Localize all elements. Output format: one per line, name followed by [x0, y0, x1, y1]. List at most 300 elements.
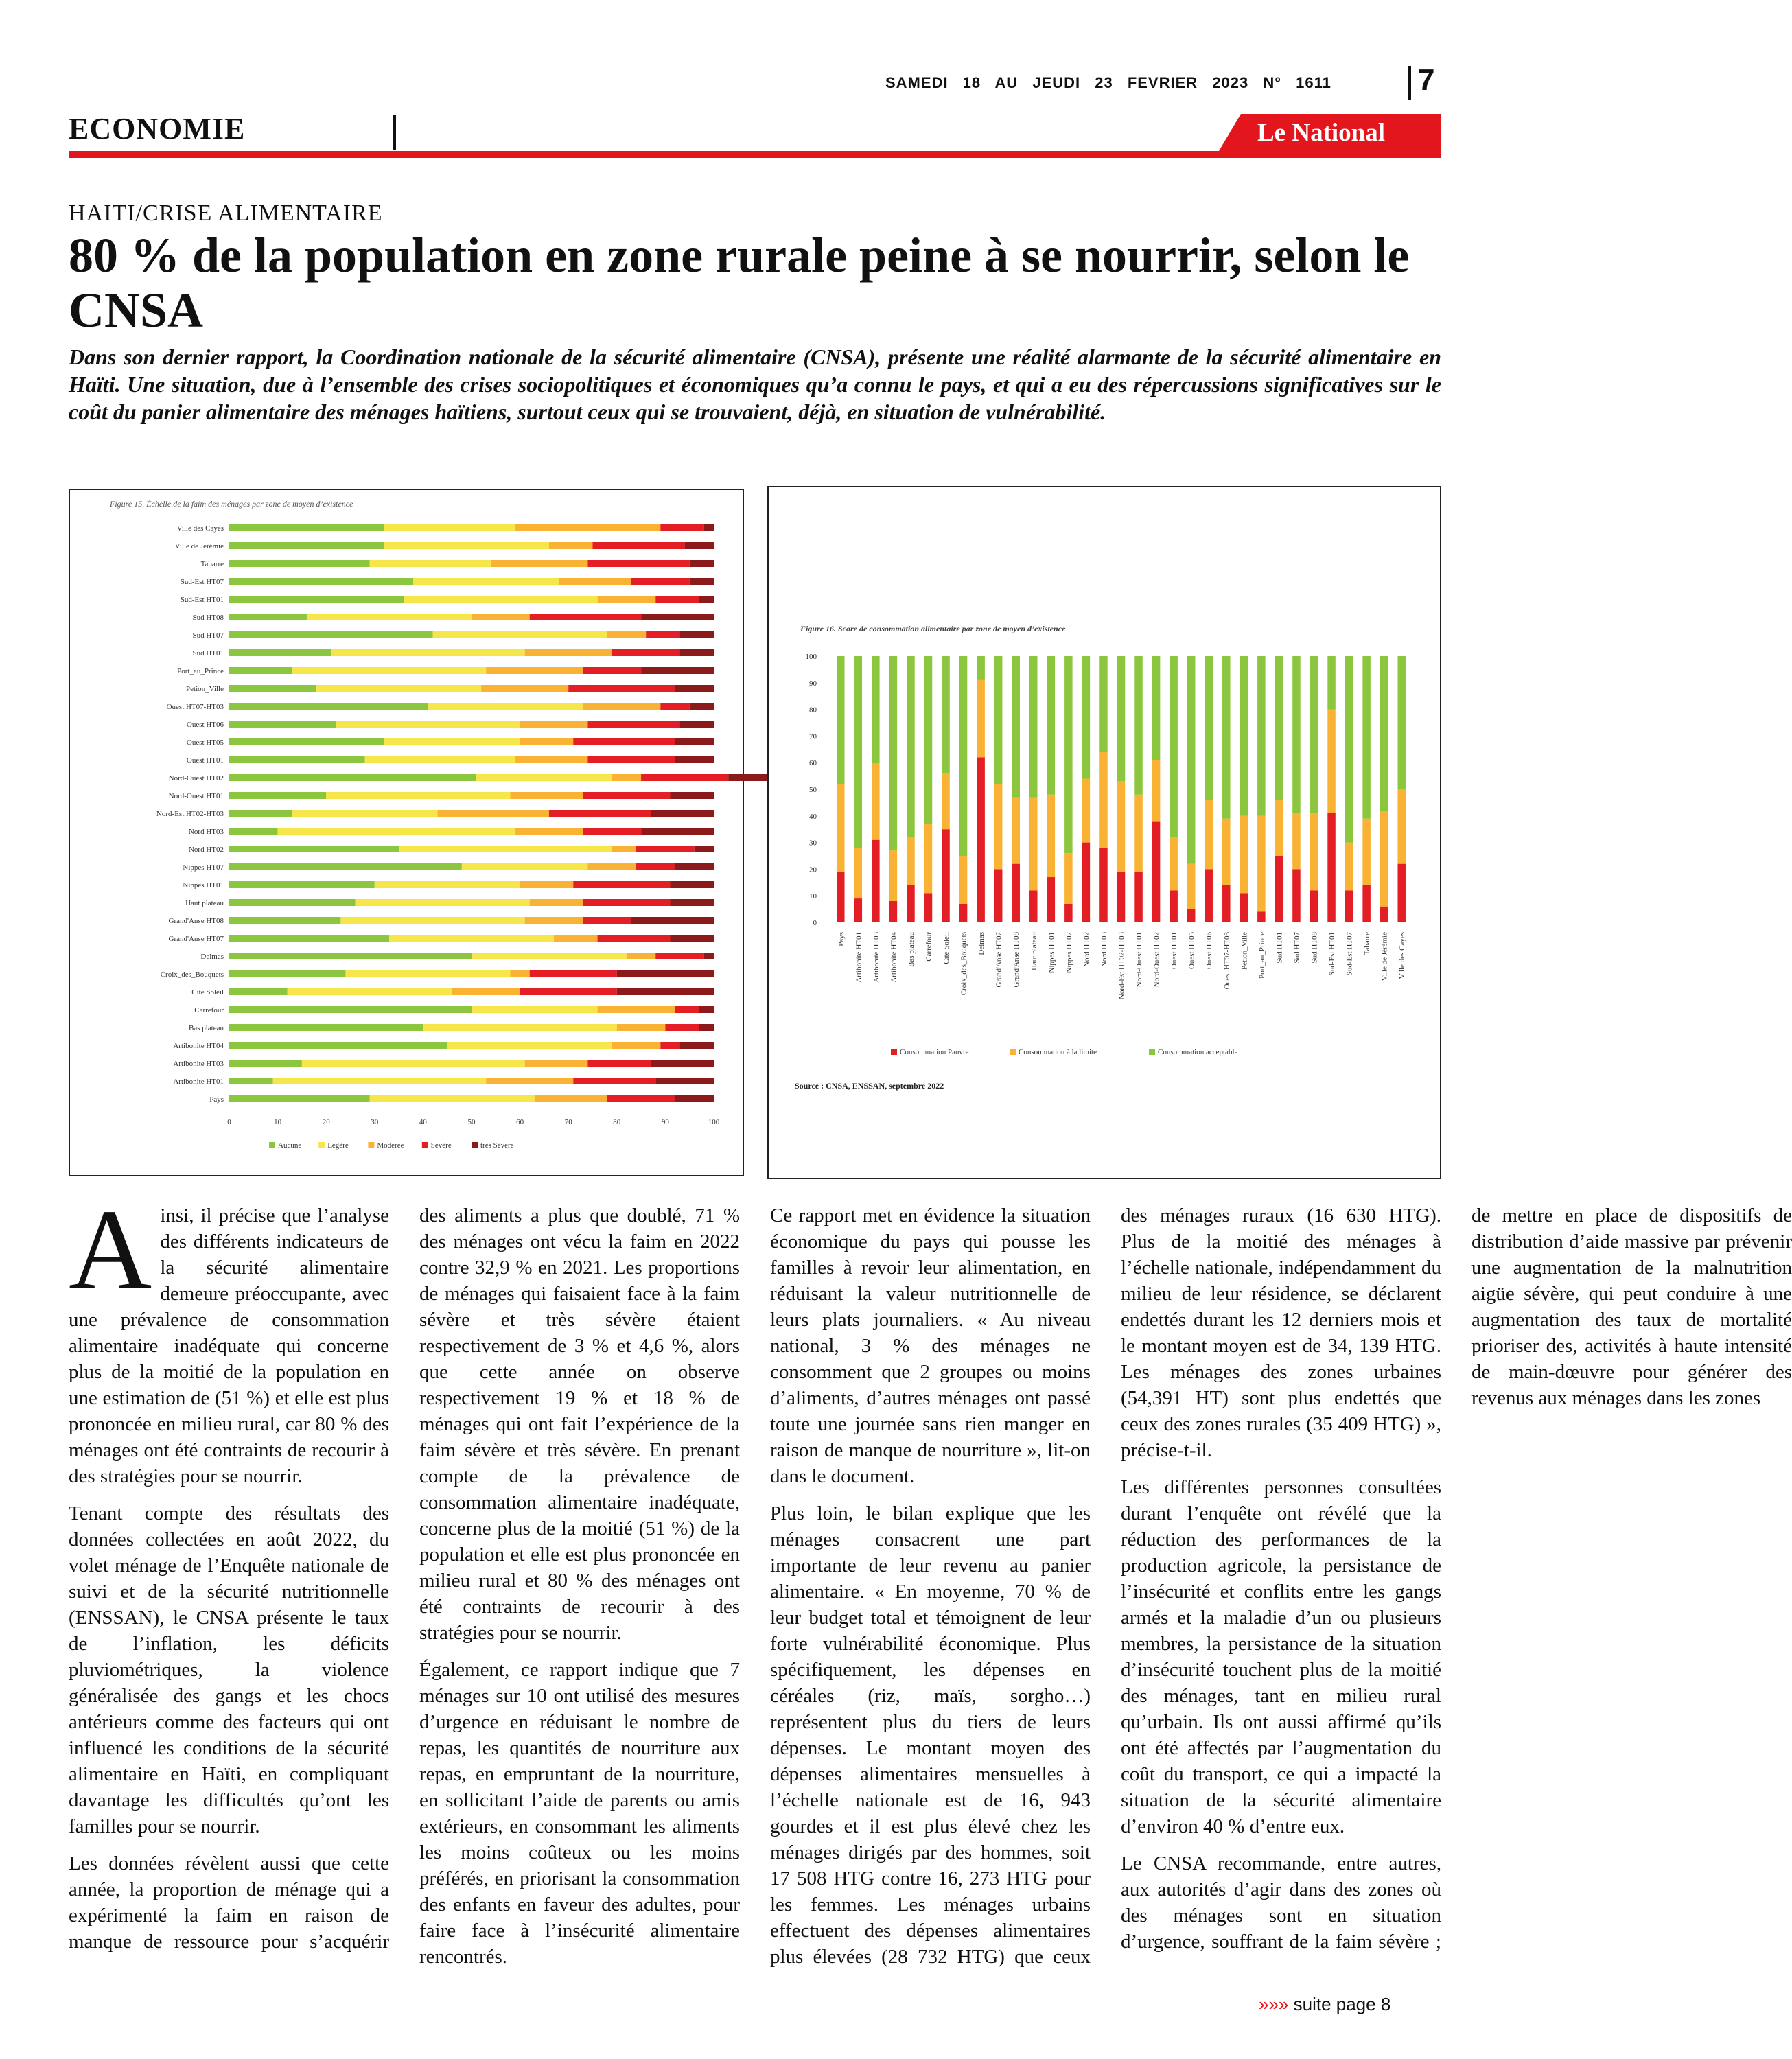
bar-segment [631, 578, 690, 585]
bar-segment [1152, 822, 1160, 922]
category-label: Sud-Est HT01 [180, 596, 224, 604]
bar-segment [1012, 656, 1019, 798]
bar-segment [316, 685, 481, 692]
bar-segment [612, 1042, 661, 1049]
bar-segment [889, 901, 897, 922]
bar-segment [617, 970, 714, 977]
bar-segment [695, 846, 714, 852]
category-label: Ouest HT01 [186, 756, 224, 765]
brand-name: Le National [1257, 119, 1386, 147]
bar-segment [486, 1078, 573, 1084]
y-tick-label: 40 [809, 812, 817, 821]
bar-segment [924, 824, 932, 893]
bar-segment [1275, 656, 1283, 800]
bar-segment [447, 1042, 612, 1049]
bar-segment [837, 784, 844, 872]
paragraph: Plus loin, le bilan explique que les ménages consacrent une part importante de leur revenu au panier alimentaire. « En moyenne, 70 % de leur budget total et témoignent de leur forte vulnérabilité économique. Plus spécifiquement, les dépenses en céréales (riz, maïs, sorgho…) représentent plus du tiers de leurs dépenses. Le montant moyen des dépenses alimentaires mensuelles à l’échelle nationale est de 16, 943 gourdes et il est plus élevé chez les ménages dirigés par des hommes, soit 17 508 HTG contre 16, 273 HTG pour les femmes. Les ménages urbains effectuent des dépenses alimentaires plus élevées (28 732 HTG) que ceux des ménages ruraux (16 630 HTG). Plus de la moitié des ménages à l’échelle nationale, indépendamment du milieu de leur résidence, se déclarent endettés durant les 12 derniers mois et le montant moyen est de 34, 139 HTG. Les ménages des zones urbaines (54,391 HT) sont plus endettés que ceux des zones rurales (35 409 HTG) », précise-t-il. [770, 1205, 1441, 1968]
paragraph: Ce rapport met en évidence la situation économique du pays qui pousse les familles à revoir leur alimentation, en réduisant la valeur nutritionnelle de leurs plats journaliers. « Au niveau national, 3 % des ménages ne consomment que 2 groupes ou moins d’aliments, d’autres ménages ont passé toute une journée sans rien manger en raison de manque de nourriture », lit-on dans le document. [770, 1205, 1091, 1487]
legend-swatch [269, 1142, 275, 1148]
category-label: Ouest HT07-HT03 [1222, 932, 1231, 990]
legend-swatch [368, 1142, 374, 1148]
bar-segment [288, 988, 452, 995]
legend-swatch [1010, 1049, 1016, 1055]
bar-segment [699, 1006, 714, 1013]
bar-segment [525, 917, 583, 924]
category-label: Sud HT07 [192, 631, 224, 640]
bar-segment [1099, 752, 1107, 848]
bar-segment [1362, 885, 1370, 922]
bar-segment [670, 792, 714, 799]
bar-segment [438, 810, 549, 817]
bar-segment [583, 792, 670, 799]
bar-segment [229, 560, 370, 567]
bar-segment [675, 1006, 699, 1013]
bar-segment [515, 524, 661, 531]
y-tick-label: 50 [809, 786, 817, 794]
bar-segment [583, 917, 631, 924]
category-label: Carrefour [924, 932, 933, 962]
article-kicker: HAITI/CRISE ALIMENTAIRE [69, 200, 383, 226]
bar-segment [889, 656, 897, 850]
category-label: Port_au_Prince [1257, 932, 1266, 979]
bar-segment [535, 1095, 607, 1102]
category-label: Artibonite HT01 [173, 1078, 224, 1086]
bar-segment [1397, 789, 1405, 864]
bar-segment [1275, 800, 1283, 856]
bar-segment [612, 649, 680, 656]
category-label: Nippes HT07 [1064, 932, 1073, 973]
bar-segment [229, 970, 345, 977]
legend-label: Aucune [278, 1141, 302, 1150]
paragraph: Les données révèlent aussi que cette année, la proportion de ménage qui a expérimenté la faim en raison de manque de ressource pour s’acquérir des aliments a plus que doublé, 71 % des ménages ont vécu la faim en 2022 contre 32,9 % en 2021. Les proportions de ménages qui faisaient face à la faim sévère et très sévère étaient respectivement de 3 % et 4,6 %, alors que cette année on observe respectivement 19 % et 18 % de ménages qui ont fait l’expérience de la faim sévère et très sévère. En prenant compte de la prévalence de consommation alimentaire inadéquate, concerne plus de la moitié (51 %) de la population et elle est plus prononcée en milieu rural et 80 % des ménages ont été contraints de recourir à des stratégies pour se nourrir. [69, 1205, 740, 1953]
bar-segment [472, 1006, 598, 1013]
category-label: Nippes HT07 [183, 863, 224, 872]
bar-segment [229, 1042, 447, 1049]
bar-segment [1222, 656, 1230, 819]
bar-segment [612, 774, 641, 781]
bar-segment [1257, 656, 1265, 816]
bar-segment [452, 988, 520, 995]
bar-segment [326, 792, 510, 799]
bar-segment [704, 953, 714, 959]
bar-segment [655, 953, 704, 959]
bar-segment [1064, 853, 1072, 904]
bar-segment [607, 631, 646, 638]
bar-segment [229, 774, 476, 781]
bar-segment [510, 970, 529, 977]
bar-segment [229, 899, 356, 906]
bar-segment [292, 810, 438, 817]
food-consumption-chart [769, 487, 1440, 1178]
bar-segment [331, 649, 524, 656]
bar-segment [1012, 864, 1019, 922]
bar-segment [1240, 893, 1248, 922]
bar-segment [573, 881, 670, 888]
bar-segment [1029, 890, 1037, 922]
category-label: Ville de Jérémie [174, 542, 224, 550]
chart-source: Source : CNSA, ENSSAN, septembre 2022 [795, 1081, 944, 1091]
x-tick-label: 30 [371, 1118, 379, 1126]
bar-segment [587, 756, 675, 763]
bar-segment [384, 738, 520, 745]
bar-segment [617, 988, 714, 995]
bar-segment [384, 524, 515, 531]
hunger-scale-chart [70, 490, 743, 1175]
bar-segment [1380, 907, 1388, 922]
bar-segment [1345, 656, 1353, 843]
category-label: Sud HT01 [192, 649, 224, 658]
bar-segment [515, 756, 588, 763]
bar-segment [959, 656, 967, 856]
page-number-divider [1408, 66, 1411, 100]
category-label: Ville de Jérémie [1380, 932, 1389, 981]
bar-segment [1187, 864, 1195, 909]
bar-segment [229, 881, 375, 888]
bar-segment [942, 656, 949, 773]
bar-segment [670, 881, 714, 888]
bar-segment [1064, 904, 1072, 922]
bar-segment [854, 848, 862, 898]
bar-segment [665, 1024, 699, 1031]
category-label: Nord HT02 [188, 846, 224, 854]
category-label: Delmas [200, 953, 224, 961]
category-label: Ouest HT07-HT03 [166, 703, 224, 711]
category-label: Sud-Est HT01 [1328, 932, 1337, 976]
article-body [69, 1186, 1792, 1978]
category-label: Nippes HT01 [183, 881, 224, 889]
bar-segment [907, 885, 914, 922]
bar-segment [229, 1060, 302, 1067]
bar-segment [229, 649, 331, 656]
bar-segment [229, 703, 428, 710]
bar-segment [472, 953, 627, 959]
bar-segment [1099, 848, 1107, 922]
category-label: Ville des Cayes [176, 524, 224, 533]
bar-segment [302, 1060, 525, 1067]
bar-segment [612, 846, 636, 852]
category-label: Sud HT08 [192, 614, 224, 622]
y-tick-label: 90 [809, 679, 817, 688]
bar-segment [942, 773, 949, 829]
drop-cap: A [69, 1186, 152, 1314]
bar-segment [491, 560, 587, 567]
bar-segment [627, 953, 655, 959]
bar-segment [428, 703, 583, 710]
category-label: Artibonite HT01 [854, 932, 863, 983]
bar-segment [977, 757, 984, 922]
category-label: Nord-Ouest HT02 [168, 774, 224, 782]
bar-segment [229, 792, 326, 799]
bar-segment [587, 1060, 651, 1067]
bar-segment [365, 756, 515, 763]
category-label: Tabarre [1363, 932, 1372, 955]
bar-segment [977, 656, 984, 680]
bar-segment [1345, 843, 1353, 891]
bar-segment [583, 667, 641, 674]
category-label: Petion_Ville [1240, 932, 1249, 970]
bar-segment [229, 738, 384, 745]
bar-segment [1152, 760, 1160, 821]
bar-segment [680, 631, 714, 638]
bar-segment [375, 881, 520, 888]
bar-segment [598, 1006, 675, 1013]
legend-label: Modérée [377, 1141, 404, 1150]
bar-segment [1012, 798, 1019, 864]
bar-segment [1187, 909, 1195, 922]
bar-segment [690, 578, 714, 585]
category-label: Tabarre [200, 560, 224, 568]
bar-segment [520, 738, 574, 745]
bar-segment [1310, 656, 1318, 813]
bar-segment [520, 988, 617, 995]
category-label: Cite Soleil [191, 988, 224, 997]
bar-segment [641, 774, 728, 781]
bar-segment [273, 1078, 487, 1084]
category-label: Ouest HT05 [186, 738, 224, 747]
bar-segment [573, 738, 675, 745]
bar-segment [1257, 911, 1265, 922]
bar-segment [229, 685, 316, 692]
continued-on-link[interactable] [1259, 1994, 1390, 2015]
bar-segment [660, 524, 704, 531]
bar-segment [1170, 837, 1177, 891]
bar-segment [1380, 656, 1388, 811]
bar-segment [1047, 877, 1055, 922]
bar-segment [229, 846, 399, 852]
bar-segment [872, 840, 879, 922]
bar-segment [675, 756, 714, 763]
figure-hunger-scale [69, 489, 744, 1176]
paragraph: Tenant compte des résultats des données collectées en août 2022, du volet ménage de l’Enquête nationale de suivi et de la sécurité nutritionnelle (ENSSAN), le CNSA présente le taux de l’inflation, les déficits pluviométriques, la violence généralisée des gangs et les chocs antérieurs comme des facteurs qui ont influencé les conditions de la sécurité alimentaire en Haïti, en compliquant davantage les difficultés qu’ont les familles pour se nourrir. [69, 1502, 389, 1837]
category-label: Nord-Ouest HT01 [1135, 932, 1144, 988]
bar-segment [525, 649, 612, 656]
bar-segment [670, 899, 714, 906]
bar-segment [607, 1095, 675, 1102]
bar-segment [583, 828, 641, 835]
bar-segment [924, 893, 932, 922]
bar-segment [1117, 872, 1125, 922]
bar-segment [1240, 656, 1248, 816]
category-label: Pays [837, 932, 846, 946]
bar-segment [1345, 890, 1353, 922]
category-label: Grand'Anse HT08 [168, 917, 224, 925]
bar-segment [486, 667, 583, 674]
paragraph: Les différentes personnes consultées durant l’enquête ont révélé que la réduction des performances de la production agricole, la persistance de l’insécurité et conflits entre les gangs armés et la maladie d’un ou plusieurs membres, la persistance de la situation d’insécurité touchent plus de la moitié des ménages, tant en milieu rural qu’urbain. Ils ont aussi affirmé qu’ils ont été affectés par l’augmentation du coût du transport, ce qui a impacté la situation de la sécurité alimentaire d’environ 40 % d’entre eux. [1121, 1476, 1441, 1837]
y-tick-label: 70 [809, 732, 817, 741]
legend-swatch [1149, 1049, 1155, 1055]
bar-segment [959, 904, 967, 922]
category-label: Bas plateau [188, 1024, 224, 1032]
category-label: Ouest HT06 [1205, 932, 1214, 970]
legend-label: Sévère [430, 1141, 452, 1150]
category-label: Croix_des_Bouquets [959, 932, 968, 996]
y-tick-label: 100 [805, 653, 817, 661]
bar-segment [384, 542, 549, 549]
category-label: Croix_des_Bouquets [160, 970, 224, 979]
bar-segment [229, 721, 336, 728]
category-label: Ouest HT01 [1170, 932, 1179, 970]
bar-segment [1327, 656, 1335, 710]
x-tick-label: 80 [613, 1118, 621, 1126]
bar-segment [587, 721, 679, 728]
bar-segment [1134, 872, 1142, 922]
category-label: Artibonite HT04 [889, 932, 898, 983]
bar-segment [1292, 813, 1300, 869]
bar-segment [837, 872, 844, 922]
bar-segment [229, 953, 472, 959]
bar-segment [525, 1060, 588, 1067]
bar-segment [1362, 656, 1370, 819]
bar-segment [690, 560, 714, 567]
bar-segment [1047, 795, 1055, 877]
category-label: Sud HT07 [1292, 932, 1301, 964]
bar-segment [229, 917, 340, 924]
bar-segment [307, 614, 472, 620]
bar-segment [680, 721, 714, 728]
bar-segment [549, 542, 593, 549]
bar-segment [229, 578, 413, 585]
category-label: Artibonite HT04 [173, 1042, 224, 1050]
bar-segment [837, 656, 844, 784]
bar-segment [515, 828, 583, 835]
bar-segment [1397, 656, 1405, 789]
bar-segment [872, 656, 879, 763]
x-tick-label: 60 [516, 1118, 524, 1126]
bar-segment [641, 667, 714, 674]
legend-label: très Sévère [480, 1141, 514, 1150]
bar-segment [423, 1024, 616, 1031]
bar-segment [907, 656, 914, 837]
x-tick-label: 20 [322, 1118, 330, 1126]
category-label: Nord-Est HT02-HT03 [156, 810, 224, 818]
bar-segment [340, 917, 524, 924]
category-label: Pays [209, 1095, 224, 1104]
article-lead: Dans son dernier rapport, la Coordination nationale de la sécurité alimentaire (CNSA), présente une réalité alarmante de la sécurité alimentaire en Haïti. Une situation, due à l’ensemble des crises sociopolitiques et économiques qu’a connu le pays, et qui a eu des répercussions significatives sur le coût du panier alimentaire des ménages haïtiens, surtout ceux qui se trouvaient, déjà, en situation de vulnérabilité. [69, 345, 1441, 424]
bar-segment [1170, 890, 1177, 922]
bar-segment [1222, 819, 1230, 885]
category-label: Bas plateau [907, 932, 916, 968]
bar-segment [872, 763, 879, 840]
bar-segment [636, 863, 675, 870]
bar-segment [336, 721, 520, 728]
bar-segment [433, 631, 607, 638]
bar-segment [520, 721, 588, 728]
y-tick-label: 10 [809, 892, 817, 901]
bar-segment [1187, 656, 1195, 864]
chart-title: Figure 15. Échelle de la faim des ménages par zone de moyen d’existence [110, 499, 353, 509]
bar-segment [593, 542, 685, 549]
bar-segment [631, 917, 714, 924]
bar-segment [1047, 656, 1055, 795]
x-tick-label: 100 [708, 1118, 720, 1126]
bar-segment [942, 829, 949, 922]
bar-segment [530, 970, 617, 977]
bar-segment [1082, 843, 1090, 922]
bar-segment [399, 846, 612, 852]
category-label: Haut plateau [185, 899, 224, 907]
legend-swatch [422, 1142, 428, 1148]
bar-segment [641, 828, 714, 835]
category-label: Nord-Ouest HT01 [168, 792, 224, 800]
category-label: Delmas [977, 932, 986, 955]
bar-segment [370, 560, 491, 567]
section-divider [393, 115, 396, 150]
bar-segment [680, 1042, 714, 1049]
continued-arrows: »»» [1259, 1994, 1294, 2014]
bar-segment [617, 1024, 666, 1031]
bar-segment [229, 1095, 370, 1102]
category-label: Grand'Anse HT07 [168, 935, 224, 943]
bar-segment [907, 837, 914, 885]
bar-segment [1327, 813, 1335, 922]
category-label: Nord-Ouest HT02 [1152, 932, 1161, 988]
bar-segment [1082, 656, 1090, 778]
bar-segment [229, 542, 384, 549]
bar-segment [292, 667, 486, 674]
category-label: Sud-Est HT07 [180, 578, 224, 586]
bar-segment [229, 631, 433, 638]
bar-segment [587, 863, 636, 870]
page-number: 7 [1418, 63, 1435, 97]
bar-segment [1205, 656, 1212, 800]
paragraph-text: insi, il précise que l’analyse des différents indicateurs de la sécurité alimentaire demeure préoccupante, avec une prévalence de consommation alimentaire inadéquate qui concerne plus de la moitié de la population en une estimation de (51 %) et elle est plus prononcée en milieu rural, car 80 % des ménages ont été contraints de recourir à des stratégies pour se nourrir. [69, 1205, 389, 1487]
bar-segment [651, 1060, 714, 1067]
bar-segment [651, 810, 714, 817]
category-label: Artibonite HT03 [173, 1060, 224, 1068]
legend-label: Légère [327, 1141, 349, 1150]
x-tick-label: 10 [274, 1118, 282, 1126]
x-tick-label: 0 [227, 1118, 231, 1126]
bar-segment [699, 1024, 714, 1031]
bar-segment [1117, 656, 1125, 781]
bar-segment [530, 899, 583, 906]
category-label: Petion_Ville [186, 685, 224, 693]
article-headline: 80 % de la population en zone rurale peine à se nourrir, selon le CNSA [69, 228, 1410, 338]
paragraph [69, 1186, 389, 1489]
bar-segment [229, 935, 389, 942]
x-tick-label: 50 [467, 1118, 476, 1126]
category-label: Port_au_Prince [177, 667, 224, 675]
category-label: Artibonite HT03 [872, 932, 881, 983]
bar-segment [670, 935, 714, 942]
bar-segment [854, 898, 862, 922]
bar-segment [229, 828, 278, 835]
bar-segment [636, 846, 695, 852]
y-tick-label: 60 [809, 759, 817, 768]
bar-segment [977, 680, 984, 758]
bar-segment [229, 1078, 273, 1084]
bar-segment [229, 596, 404, 603]
section-title: ECONOMIE [69, 112, 246, 146]
bar-segment [854, 656, 862, 848]
bar-segment [1292, 656, 1300, 813]
bar-segment [1310, 813, 1318, 891]
bar-segment [641, 614, 714, 620]
bar-segment [994, 784, 1002, 869]
bar-segment [229, 810, 292, 817]
bar-segment [389, 935, 554, 942]
bar-segment [583, 899, 670, 906]
paragraph: Également, ce rapport indique que 7 ménages sur 10 ont utilisé des mesures d’urgence en réduisant le nombre de repas, les quantités de nourriture aux repas, en empruntant de la nourriture, en sollicitant l’aide de parents ou amis extérieurs, en consommant les aliments les moins coûteux ou les moins préférés, en priorisant la consommation des enfants en faveur des adultes, pour faire face à l’insécurité alimentaire rencontrés. [419, 1659, 740, 1968]
bar-segment [1327, 710, 1335, 813]
bar-segment [510, 792, 583, 799]
bar-segment [583, 703, 660, 710]
bar-segment [690, 703, 714, 710]
bar-segment [229, 524, 384, 531]
figure-food-consumption [767, 486, 1441, 1179]
bar-segment [345, 970, 510, 977]
category-label: Grand'Anse HT07 [994, 932, 1003, 988]
